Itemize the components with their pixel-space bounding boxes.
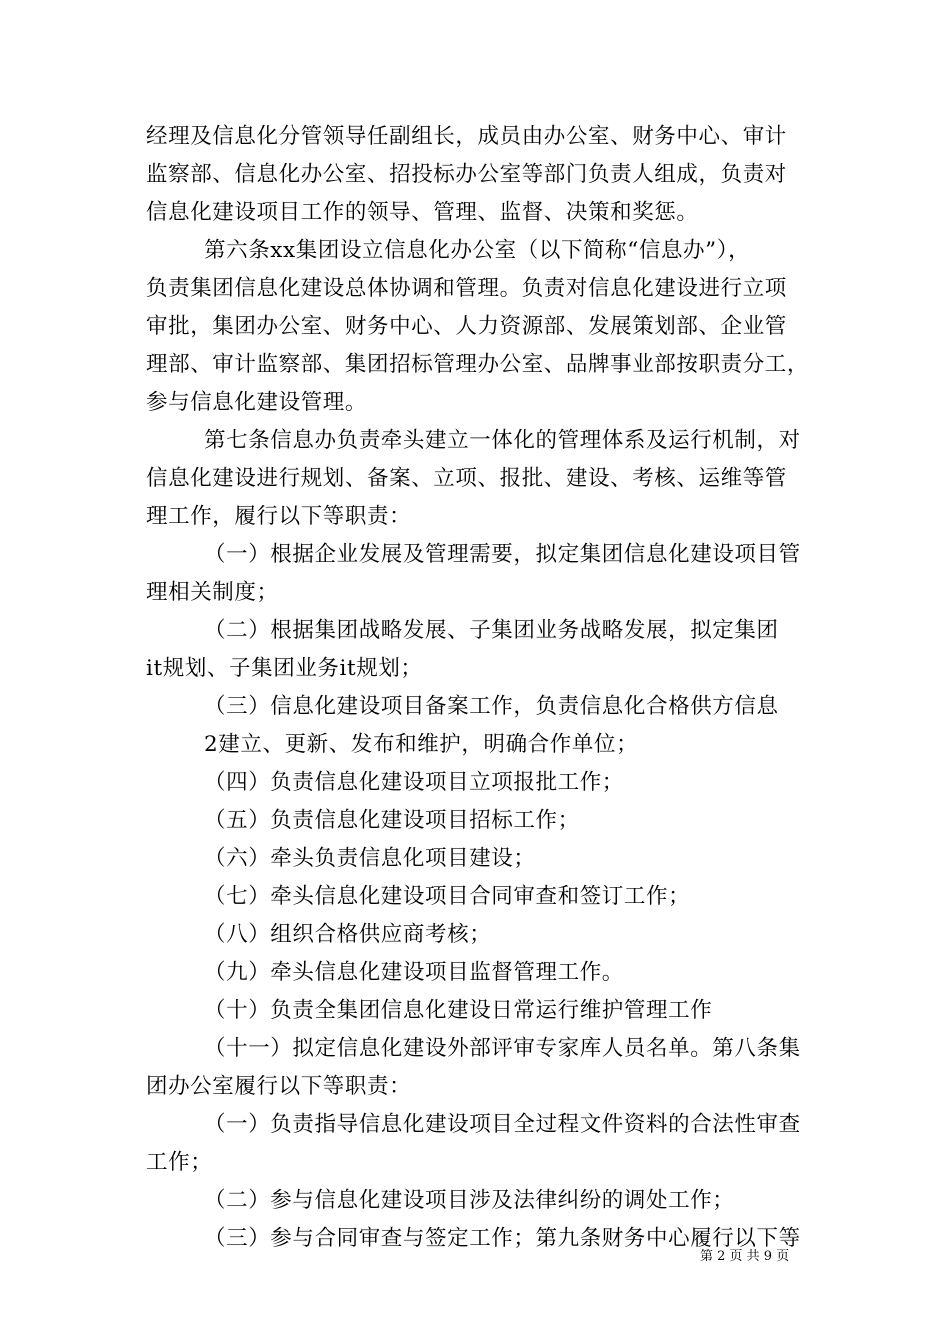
text-line: （七）牵头信息化建设项目合同审查和签订工作； [204, 884, 691, 909]
text-line: 理相关制度； [146, 580, 279, 605]
text-line: it规划、子集团业务it规划； [146, 656, 423, 681]
text-line: （三）参与合同审查与签定工作；第九条财务中心履行以下等 [204, 1226, 801, 1251]
text-line: 2建立、更新、发布和维护，明确合作单位； [204, 732, 639, 757]
text-line: （十）负责全集团信息化建设日常运行维护管理工作 [204, 998, 713, 1023]
text-line: （五）负责信息化建设项目招标工作； [204, 808, 580, 833]
text-line: （二）根据集团战略发展、子集团业务战略发展，拟定集团 [204, 618, 779, 643]
text-line: 参与信息化建设管理。 [146, 390, 368, 415]
text-line: 信息化建设进行规划、备案、立项、报批、建设、考核、运维等管 [146, 466, 787, 491]
text-line: （一）负责指导信息化建设项目全过程文件资料的合法性审查 [204, 1112, 801, 1137]
text-line: 理部、审计监察部、集团招标管理办公室、品牌事业部按职责分工， [146, 352, 810, 377]
page-number: 第 2 页 共 9 页 [700, 1249, 790, 1264]
text-line: （三）信息化建设项目备案工作，负责信息化合格供方信息 [204, 694, 779, 719]
text-line: （九）牵头信息化建设项目监督管理工作。 [204, 960, 624, 985]
text-line: 负责集团信息化建设总体协调和管理。负责对信息化建设进行立项 [146, 276, 787, 301]
text-line: 信息化建设项目工作的领导、管理、监督、决策和奖惩。 [146, 200, 699, 225]
text-line: 监察部、信息化办公室、招投标办公室等部门负责人组成，负责对 [146, 162, 787, 187]
text-line: （八）组织合格供应商考核； [204, 922, 492, 947]
text-line: （四）负责信息化建设项目立项报批工作； [204, 770, 624, 795]
text-line: （六）牵头负责信息化项目建设； [204, 846, 536, 871]
text-line: 第六条xx集团设立信息化办公室（以下简称“信息办”）， [204, 238, 751, 263]
text-line: 审批，集团办公室、财务中心、人力资源部、发展策划部、企业管 [146, 314, 787, 339]
text-line: 工作； [146, 1150, 213, 1175]
text-line: （十一）拟定信息化建设外部评审专家库人员名单。第八条集 [204, 1036, 801, 1061]
text-line: 团办公室履行以下等职责： [146, 1074, 412, 1099]
text-line: （二）参与信息化建设项目涉及法律纠纷的调处工作； [204, 1188, 735, 1213]
text-line: （一）根据企业发展及管理需要，拟定集团信息化建设项目管 [204, 542, 801, 567]
text-line: 经理及信息化分管领导任副组长，成员由办公室、财务中心、审计 [146, 124, 787, 149]
text-line: 理工作，履行以下等职责： [146, 504, 412, 529]
text-line: 第七条信息办负责牵头建立一体化的管理体系及运行机制，对 [204, 428, 801, 453]
